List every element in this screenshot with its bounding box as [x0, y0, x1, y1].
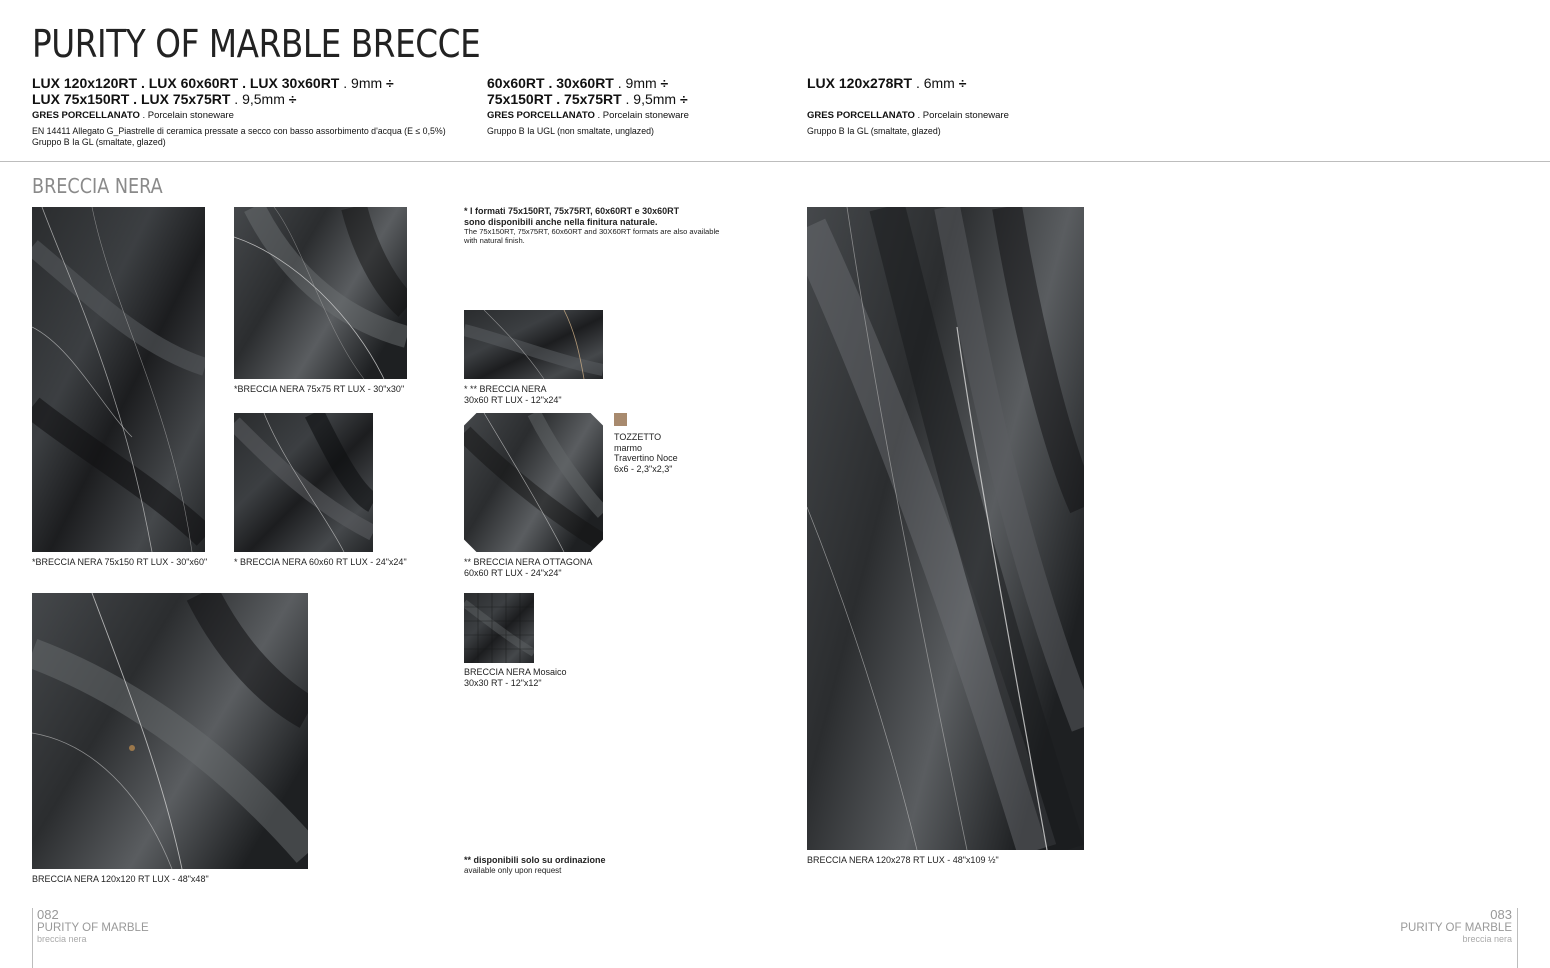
tile-caption: *BRECCIA NERA 75x75 RT LUX - 30"x30"	[234, 384, 405, 394]
tile-caption: * ** BRECCIA NERA 30x60 RT LUX - 12"x24"	[464, 384, 562, 405]
spec-line-2: LUX 75x150RT . LUX 75x75RT . 9,5mm ÷	[32, 91, 297, 107]
norm-text: Gruppo B Ia GL (smaltate, glazed)	[32, 137, 166, 147]
natural-finish-note: * I formati 75x150RT, 75x75RT, 60x60RT e 30x60RT sono disponibili anche nella finitura naturale. The 75x150RT, 75x75RT, 60x60RT and 30X60RT formats are also available with natural finish.	[464, 206, 720, 245]
footer-right	[1400, 907, 1512, 944]
tile-caption: BRECCIA NERA 120x278 RT LUX - 48"x109 ½"	[807, 855, 999, 865]
page-title: PURITY OF MARBLE BRECCE	[32, 22, 481, 66]
header-divider	[0, 161, 1550, 162]
tile-caption: BRECCIA NERA 120x120 RT LUX - 48"x48"	[32, 874, 209, 884]
tile-image-ottagona	[464, 413, 603, 552]
footer-subtitle: breccia nera	[37, 934, 87, 944]
divide-icon: ÷	[288, 91, 297, 107]
page-number: 082	[37, 907, 59, 922]
material-label: GRES PORCELLANATO . Porcelain stoneware	[807, 110, 1009, 121]
norm-text: Gruppo B Ia GL (smaltate, glazed)	[807, 126, 941, 136]
material-label: GRES PORCELLANATO . Porcelain stoneware	[487, 110, 689, 121]
tozzetto-caption: TOZZETTO marmo Travertino Noce 6x6 - 2,3"x2,3"	[614, 432, 678, 474]
footer-left	[37, 907, 149, 944]
divide-icon: ÷	[680, 91, 688, 107]
tile-caption: ** BRECCIA NERA OTTAGONA 60x60 RT LUX - 24"x24"	[464, 557, 593, 578]
divide-icon: ÷	[958, 75, 967, 91]
tile-image-30x60	[464, 310, 603, 379]
tile-image-mosaico	[464, 593, 534, 663]
divide-icon: ÷	[660, 75, 669, 91]
footer-rule-left	[32, 908, 33, 968]
tile-image-75x75	[234, 207, 407, 379]
tile-image-60x60	[234, 413, 373, 552]
spec-column-2	[487, 75, 689, 137]
divide-icon: ÷	[386, 75, 394, 91]
footer-rule-right	[1517, 908, 1518, 968]
spec-line-1: 60x60RT . 30x60RT . 9mm ÷	[487, 75, 669, 91]
tile-image-75x150	[32, 207, 205, 552]
spec-column-1	[32, 75, 446, 148]
norm-text: Gruppo B Ia UGL (non smaltate, unglazed)	[487, 126, 654, 136]
tile-caption: *BRECCIA NERA 75x150 RT LUX - 30"x60"	[32, 557, 208, 567]
tile-image-120x278	[807, 207, 1084, 850]
page-number: 083	[1490, 907, 1512, 922]
footer-collection: PURITY OF MARBLE	[1400, 922, 1512, 934]
tile-image-120x120	[32, 593, 308, 869]
spec-line-2: 75x150RT . 75x75RT . 9,5mm ÷	[487, 91, 688, 107]
spec-column-3	[807, 75, 1009, 137]
tile-caption: BRECCIA NERA Mosaico 30x30 RT - 12"x12"	[464, 667, 567, 688]
footer-collection: PURITY OF MARBLE	[37, 922, 149, 934]
material-label: GRES PORCELLANATO . Porcelain stoneware	[32, 110, 234, 121]
spec-line-1: LUX 120x278RT . 6mm ÷	[807, 75, 967, 91]
section-title: BRECCIA NERA	[32, 174, 163, 198]
order-note: ** disponibili solo su ordinazione available only upon request	[464, 855, 606, 875]
tozzetto-swatch	[614, 413, 627, 426]
footer-subtitle: breccia nera	[1462, 934, 1512, 944]
tile-caption: * BRECCIA NERA 60x60 RT LUX - 24"x24"	[234, 557, 407, 567]
norm-text: EN 14411 Allegato G_Piastrelle di ceramica pressate a secco con basso assorbimento d'acqua (E ≤ 0,5%)	[32, 126, 446, 136]
spec-line-1: LUX 120x120RT . LUX 60x60RT . LUX 30x60RT . 9mm ÷	[32, 75, 394, 91]
